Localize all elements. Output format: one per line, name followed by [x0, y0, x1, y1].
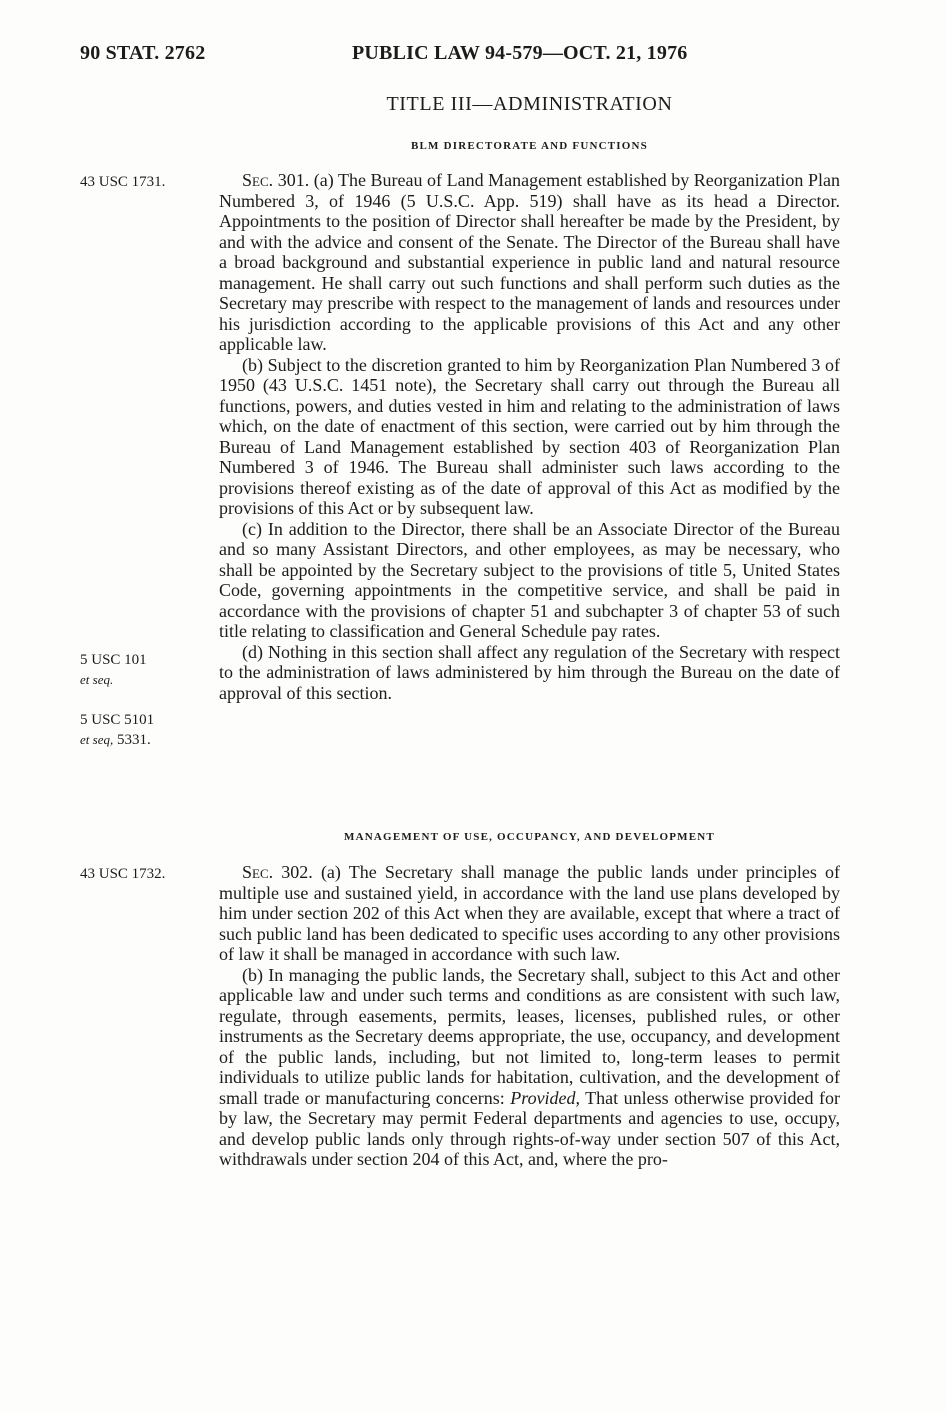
paragraph-text: 301. (a) The Bureau of Land Management established by Reorganization Plan Numbered 3, of 1946 (5 U.S.C. App. 519) shall have as its head a Director. Appointments to the position of Director shall hereafter be made by the President, by and with the advice and consent of the Senate. The Director of the Bureau shall have a broad background and substantial experience in public land and natural resource management. He shall carry out such functions and shall perform such duties as the Secretary may prescribe with respect to the management of lands and resources under his jurisdiction according to the applicable provisions of this Act and any other applicable law. [219, 170, 840, 354]
margin-note-line [80, 730, 154, 750]
margin-note-5usc101 [80, 650, 147, 690]
section-label: Sec. [242, 170, 274, 190]
paragraph-text: (b) In managing the public lands, the Secretary shall, subject to this Act and other applicable law and under such terms and conditions as are consistent with such law, regulate, through easements, permits, leases, licenses, published rules, or other instruments as the Secretary deems appropriate, the use, occupancy, and development of the public lands, including, but not limited to, long-term leases to permit individuals to utilize public lands for habitation, cultivation, and the development of small trade or manufacturing concerns: [219, 964, 840, 1108]
section-label: Sec. [242, 862, 274, 882]
paragraph-302-b [219, 965, 840, 1170]
paragraph-301-a [219, 170, 840, 355]
paragraph-301-d: (d) Nothing in this section shall affect any regulation of the Secretary with respect to the administration of laws administered by him through the Bureau on the date of approval of this section. [219, 641, 840, 703]
section-heading-blm: BLM DIRECTORATE AND FUNCTIONS [410, 140, 648, 152]
paragraph-301-b: (b) Subject to the discretion granted to him by Reorganization Plan Numbered 3 of 1950 (43 U.S.C. 1451 note), the Secretary shall carry out through the Bureau all functions, powers, and duties vested in him and relating to the administration of laws which, on the date of enactment of this section, were carried out by him through the Bureau of Land Management established by section 403 of Reorganization Plan Numbered 3 of 1946. The Bureau shall administer such laws according to the provisions thereof existing as of the date of approval of this Act as modified by the provisions of this Act or by subsequent law. [219, 354, 840, 518]
paragraph-302-a [219, 862, 840, 965]
margin-note-43usc1732: 43 USC 1732. [80, 866, 166, 882]
paragraph-301-c: (c) In addition to the Director, there shall be an Associate Director of the Bureau and so many Assistant Directors, and other employees, as may be necessary, who shall be appointed by the Secretary subject to the provisions of title 5, United States Code, governing appointments in the competitive service, and shall be paid in accordance with the provisions of chapter 51 and subchapter 3 of chapter 53 of such title relating to classification and General Schedule pay rates. [219, 518, 840, 641]
paragraph-text: 302. (a) The Secretary shall manage the public lands under principles of multiple use and sustained yield, in accordance with the land use plans developed by him under section 202 of this Act when they are available, except that where a tract of such public land has been dedicated to specific uses according to any other provisions of law it shall be managed in accordance with such law. [219, 862, 840, 964]
margin-note-line: 5 USC 101 [80, 652, 147, 668]
margin-note-rest: 5331. [113, 732, 151, 748]
section-302-body [219, 862, 840, 1170]
margin-note-line: et seq. [80, 672, 114, 687]
margin-note-5usc5101 [80, 710, 154, 750]
margin-note-43usc1731: 43 USC 1731. [80, 174, 166, 190]
page-reference: 90 STAT. 2762 [80, 42, 206, 64]
public-law-reference: PUBLIC LAW 94-579—OCT. 21, 1976 [352, 42, 688, 64]
margin-note-line: 5 USC 5101 [80, 712, 155, 728]
section-301-body [219, 170, 840, 703]
margin-note-italic: et seq, [80, 732, 114, 747]
title-heading: TITLE III—ADMINISTRATION [386, 93, 673, 115]
page-header [0, 42, 947, 72]
paragraph-text: That unless otherwise provided for by law, the Secretary may permit Federal departments and agencies to use, occupy, and develop public lands only through rights-of-way under section 507 of this Act, withdrawals under section 204 of this Act, and, where the pro- [219, 1087, 840, 1169]
section-heading-management: MANAGEMENT OF USE, OCCUPANCY, AND DEVELOPMENT [344, 831, 715, 843]
provided-italic: Provided, [510, 1087, 581, 1108]
